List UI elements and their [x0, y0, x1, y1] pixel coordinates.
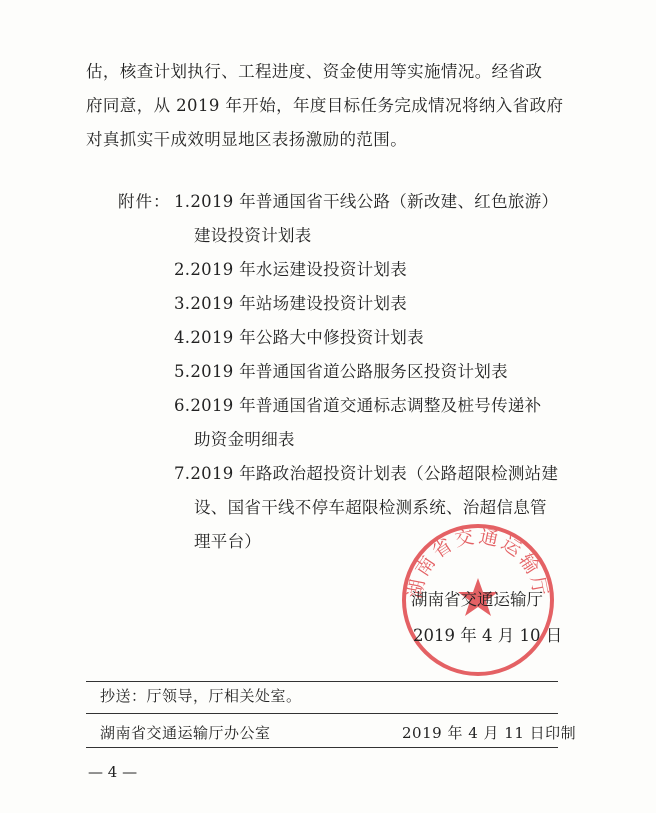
attachment-line: 设、国省干线不停车超限检测系统、治超信息管	[194, 498, 547, 517]
printed-date: 2019 年 4 月 11 日印制	[402, 724, 577, 742]
attachment-line: 5.2019 年普通国省道公路服务区投资计划表	[174, 362, 508, 381]
attachment-line: 7.2019 年路政治超投资计划表（公路超限检测站建	[174, 464, 559, 483]
divider	[86, 681, 558, 682]
body-line: 府同意，从 2019 年开始，年度目标任务完成情况将纳入省政府	[86, 96, 564, 115]
body-line: 估，核查计划执行、工程进度、资金使用等实施情况。经省政	[86, 62, 543, 81]
attachment-line: 2.2019 年水运建设投资计划表	[174, 260, 408, 279]
seal-text: 湖南省交通运输厅	[404, 525, 552, 601]
attachment-line: 4.2019 年公路大中修投资计划表	[174, 328, 424, 347]
issuer-name: 湖南省交通运输厅	[411, 590, 543, 609]
attachment-item	[174, 253, 584, 287]
attachment-item	[174, 287, 584, 321]
attachment-line: 6.2019 年普通国省道交通标志调整及桩号传递补	[174, 396, 542, 415]
divider	[86, 713, 558, 714]
cc-line: 抄送：厅领导，厅相关处室。	[100, 687, 302, 705]
attachment-line: 1.2019 年普通国省干线公路（新改建、红色旅游）	[174, 192, 559, 211]
divider	[86, 747, 558, 748]
body-line: 对真抓实干成效明显地区表扬激励的范围。	[86, 130, 408, 149]
attachment-item	[174, 321, 584, 355]
body-paragraph	[86, 55, 576, 157]
attachment-item	[174, 389, 584, 457]
issue-date: 2019 年 4 月 10 日	[413, 626, 563, 645]
attachments-label: 附件：	[118, 192, 171, 211]
attachment-line: 3.2019 年站场建设投资计划表	[174, 294, 408, 313]
attachment-line: 建设投资计划表	[194, 226, 312, 245]
attachment-item	[174, 355, 584, 389]
attachment-line: 理平台）	[194, 532, 262, 551]
page-number: — 4 —	[88, 763, 138, 781]
attachments-list	[174, 185, 584, 559]
attachment-line: 助资金明细表	[194, 430, 295, 449]
attachment-item	[174, 185, 584, 253]
issuing-office: 湖南省交通运输厅办公室	[100, 724, 271, 742]
